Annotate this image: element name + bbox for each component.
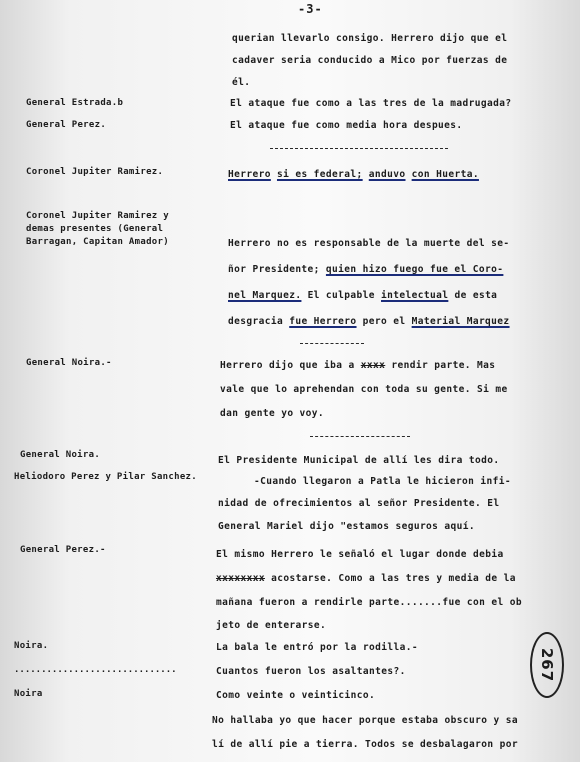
- speaker-label: Coronel Jupiter Ramirez y: [26, 211, 169, 221]
- underlined-phrase: si es federal;: [276, 169, 363, 180]
- text-line: Herrero no es responsable de la muerte del se-: [228, 238, 510, 249]
- speaker-label: General Noira.: [20, 450, 101, 460]
- underlined-phrase: anduvo: [368, 169, 406, 180]
- text-line: querian llevarlo consigo. Herrero dijo que el: [232, 33, 508, 44]
- struck-text: xxxxxxxx: [216, 573, 265, 584]
- page-stamp: [530, 632, 564, 698]
- text-line: desgracia fue Herrero pero el Material Marquez: [228, 316, 510, 327]
- underlined-phrase: Herrero: [228, 169, 271, 180]
- text-line: No hallaba yo que hacer porque estaba obscuro y sa: [212, 715, 518, 726]
- underlined-phrase: fue Herrero: [289, 316, 357, 327]
- text-line: El mismo Herrero le señaló el lugar donde debia: [216, 549, 504, 560]
- underlined-phrase: nel Marquez.: [228, 290, 302, 301]
- text-line: General Mariel dijo "estamos seguros aquí.: [218, 521, 476, 532]
- speaker-label: General Estrada.b: [26, 98, 124, 108]
- underlined-phrase: Material Marquez: [411, 316, 510, 327]
- speaker-label: ..............................: [14, 665, 177, 675]
- text-line: -Cuando llegaron a Patla le hicieron infi-: [254, 476, 512, 487]
- struck-text: xxxx: [360, 360, 386, 371]
- text-line: lí de allí pie a tierra. Todos se desbalagaron por: [212, 739, 518, 750]
- stamp-number: 267: [538, 647, 556, 683]
- speaker-label: Coronel Jupiter Ramirez.: [26, 167, 164, 177]
- text-line: él.: [232, 77, 251, 88]
- text-line: ñor Presidente; quien hizo fuego fue el Coro-: [228, 264, 504, 275]
- speaker-label: General Perez.: [26, 120, 107, 130]
- speaker-label: General Noira.-: [26, 358, 112, 368]
- text-line: El ataque fue como media hora despues.: [230, 120, 463, 131]
- text-line: La bala le entró por la rodilla.-: [216, 642, 418, 653]
- underlined-phrase: con Huerta.: [411, 169, 479, 180]
- text-line: jeto de enterarse.: [216, 620, 327, 631]
- section-separator: [300, 343, 364, 344]
- underlined-phrase: intelectual: [381, 290, 449, 301]
- text-line: nel Marquez. El culpable intelectual de esta: [228, 290, 498, 301]
- speaker-label: demas presentes (General: [26, 224, 164, 234]
- text-line: El Presidente Municipal de allí les dira todo.: [218, 455, 500, 466]
- text-line: Herrero dijo que iba a xxxx rendir parte. Mas: [220, 360, 496, 371]
- text-line: vale que lo aprehendan con toda su gente. Si me: [220, 384, 508, 395]
- section-separator: [310, 436, 410, 437]
- speaker-label: Heliodoro Perez y Pilar Sanchez.: [14, 472, 197, 482]
- page-number: -3-: [298, 2, 323, 16]
- text-line: xxxxxxxx acostarse. Como a las tres y media de la: [216, 573, 516, 584]
- section-separator: [270, 148, 448, 149]
- text-line: Cuantos fueron los asaltantes?.: [216, 666, 406, 677]
- text-line: mañana fueron a rendirle parte.......fue con el ob: [216, 597, 522, 608]
- speaker-label: Noira.: [14, 641, 49, 651]
- text-line: El ataque fue como a las tres de la madrugada?: [230, 98, 512, 109]
- text-line: nidad de ofrecimientos al señor Presidente. El: [218, 498, 500, 509]
- text-line: dan gente yo voy.: [220, 408, 325, 419]
- text-line: cadaver seria conducido a Mico por fuerzas de: [232, 55, 508, 66]
- text-line: [228, 169, 479, 180]
- speaker-label: General Perez.-: [20, 545, 106, 555]
- speaker-label: Noira: [14, 689, 43, 699]
- underlined-phrase: quien hizo fuego fue el Coro-: [325, 264, 504, 275]
- text-line: Como veinte o veinticinco.: [216, 690, 376, 701]
- speaker-label: Barragan, Capitan Amador): [26, 237, 169, 247]
